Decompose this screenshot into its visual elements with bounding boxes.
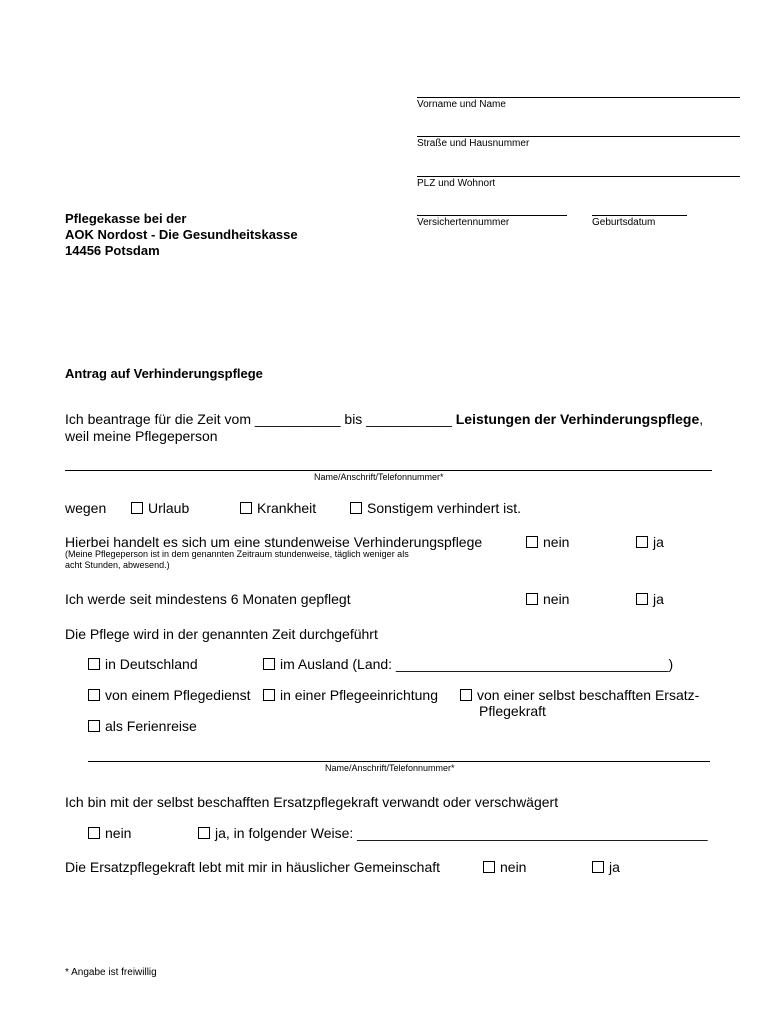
reason-illness-option[interactable]: Krankheit bbox=[240, 500, 316, 516]
hourly-yes-option[interactable]: ja bbox=[636, 534, 664, 550]
document-title: Antrag auf Verhinderungspflege bbox=[65, 366, 263, 381]
intro-line-1 bbox=[65, 411, 703, 427]
birth-date-line[interactable] bbox=[592, 215, 687, 216]
household-yes-option[interactable]: ja bbox=[592, 859, 620, 875]
city-caption: PLZ und Wohnort bbox=[417, 178, 496, 189]
intro-bold-text: Leistungen der Verhinderungspflege bbox=[455, 411, 700, 427]
related-yes-checkbox[interactable] bbox=[198, 827, 210, 839]
reason-other-checkbox[interactable] bbox=[350, 502, 362, 514]
hourly-no-option[interactable]: nein bbox=[526, 534, 569, 550]
care-vacation-checkbox[interactable] bbox=[88, 720, 100, 732]
recipient-address bbox=[65, 211, 298, 259]
hourly-note-line-2: acht Stunden, abwesend.) bbox=[65, 560, 170, 570]
intro-text: Ich beantrage für die Zeit vom ___________ bis ___________ bbox=[65, 411, 456, 427]
care-germany-option[interactable]: in Deutschland bbox=[88, 656, 198, 672]
insurance-number-line[interactable] bbox=[417, 215, 567, 216]
care-vacation-option[interactable]: als Ferienreise bbox=[88, 718, 197, 734]
care-self-option[interactable]: von einer selbst beschafften Ersatz- bbox=[460, 687, 699, 703]
related-no-checkbox[interactable] bbox=[88, 827, 100, 839]
care-person-line[interactable] bbox=[65, 470, 712, 471]
related-question: Ich bin mit der selbst beschafften Ersatzpflegekraft verwandt oder verschwägert bbox=[65, 794, 559, 810]
household-question: Die Ersatzpflegekraft lebt mit mir in häuslicher Gemeinschaft bbox=[65, 859, 441, 875]
care-abroad-checkbox[interactable] bbox=[263, 658, 275, 670]
street-line[interactable] bbox=[417, 136, 740, 137]
care-germany-checkbox[interactable] bbox=[88, 658, 100, 670]
name-caption: Vorname und Name bbox=[417, 99, 506, 110]
footnote: * Angabe ist freiwillig bbox=[65, 967, 157, 978]
street-caption: Straße und Hausnummer bbox=[417, 138, 530, 149]
intro-comma: , bbox=[699, 411, 704, 427]
reason-vacation-option[interactable]: Urlaub bbox=[131, 500, 189, 516]
six-months-no-checkbox[interactable] bbox=[526, 593, 538, 605]
six-months-yes-option[interactable]: ja bbox=[636, 591, 664, 607]
care-location-question: Die Pflege wird in der genannten Zeit durchgeführt bbox=[65, 626, 378, 642]
birth-date-caption: Geburtsdatum bbox=[592, 217, 656, 228]
care-service-option[interactable]: von einem Pflegedienst bbox=[88, 687, 251, 703]
six-months-yes-checkbox[interactable] bbox=[636, 593, 648, 605]
household-no-option[interactable]: nein bbox=[483, 859, 526, 875]
reason-label: wegen bbox=[65, 500, 107, 516]
recipient-line-1: Pflegekasse bei der bbox=[65, 211, 187, 226]
hourly-note-line-1: (Meine Pflegeperson ist in dem genannten Zeitraum stundenweise, täglich weniger als bbox=[65, 549, 409, 559]
hourly-yes-checkbox[interactable] bbox=[636, 536, 648, 548]
care-person-caption: Name/Anschrift/Telefonnummer* bbox=[314, 472, 444, 482]
hourly-question: Hierbei handelt es sich um eine stundenweise Verhinderungspflege bbox=[65, 534, 483, 550]
reason-other-option[interactable]: Sonstigem verhindert ist. bbox=[350, 500, 521, 516]
care-abroad-option[interactable]: im Ausland (Land: ___________________________________) bbox=[263, 656, 673, 672]
name-line[interactable] bbox=[417, 97, 740, 98]
hourly-no-checkbox[interactable] bbox=[526, 536, 538, 548]
household-no-checkbox[interactable] bbox=[483, 861, 495, 873]
related-no-option[interactable]: nein bbox=[88, 825, 131, 841]
six-months-question: Ich werde seit mindestens 6 Monaten gepflegt bbox=[65, 591, 351, 607]
related-yes-option[interactable]: ja, in folgender Weise: _____________________________________________ bbox=[198, 825, 708, 841]
household-yes-checkbox[interactable] bbox=[592, 861, 604, 873]
caregiver-caption: Name/Anschrift/Telefonnummer* bbox=[325, 763, 455, 773]
care-self-checkbox[interactable] bbox=[460, 689, 472, 701]
six-months-no-option[interactable]: nein bbox=[526, 591, 569, 607]
caregiver-line[interactable] bbox=[88, 761, 710, 762]
city-line[interactable] bbox=[417, 176, 740, 177]
recipient-line-3: 14456 Potsdam bbox=[65, 243, 160, 258]
care-facility-option[interactable]: in einer Pflegeeinrichtung bbox=[263, 687, 438, 703]
care-self-line-2: Pflegekraft bbox=[479, 703, 546, 719]
insurance-number-caption: Versichertennummer bbox=[417, 217, 510, 228]
intro-line-2: weil meine Pflegeperson bbox=[65, 428, 218, 444]
care-facility-checkbox[interactable] bbox=[263, 689, 275, 701]
care-service-checkbox[interactable] bbox=[88, 689, 100, 701]
reason-illness-checkbox[interactable] bbox=[240, 502, 252, 514]
recipient-line-2: AOK Nordost - Die Gesundheitskasse bbox=[65, 227, 298, 242]
reason-vacation-checkbox[interactable] bbox=[131, 502, 143, 514]
